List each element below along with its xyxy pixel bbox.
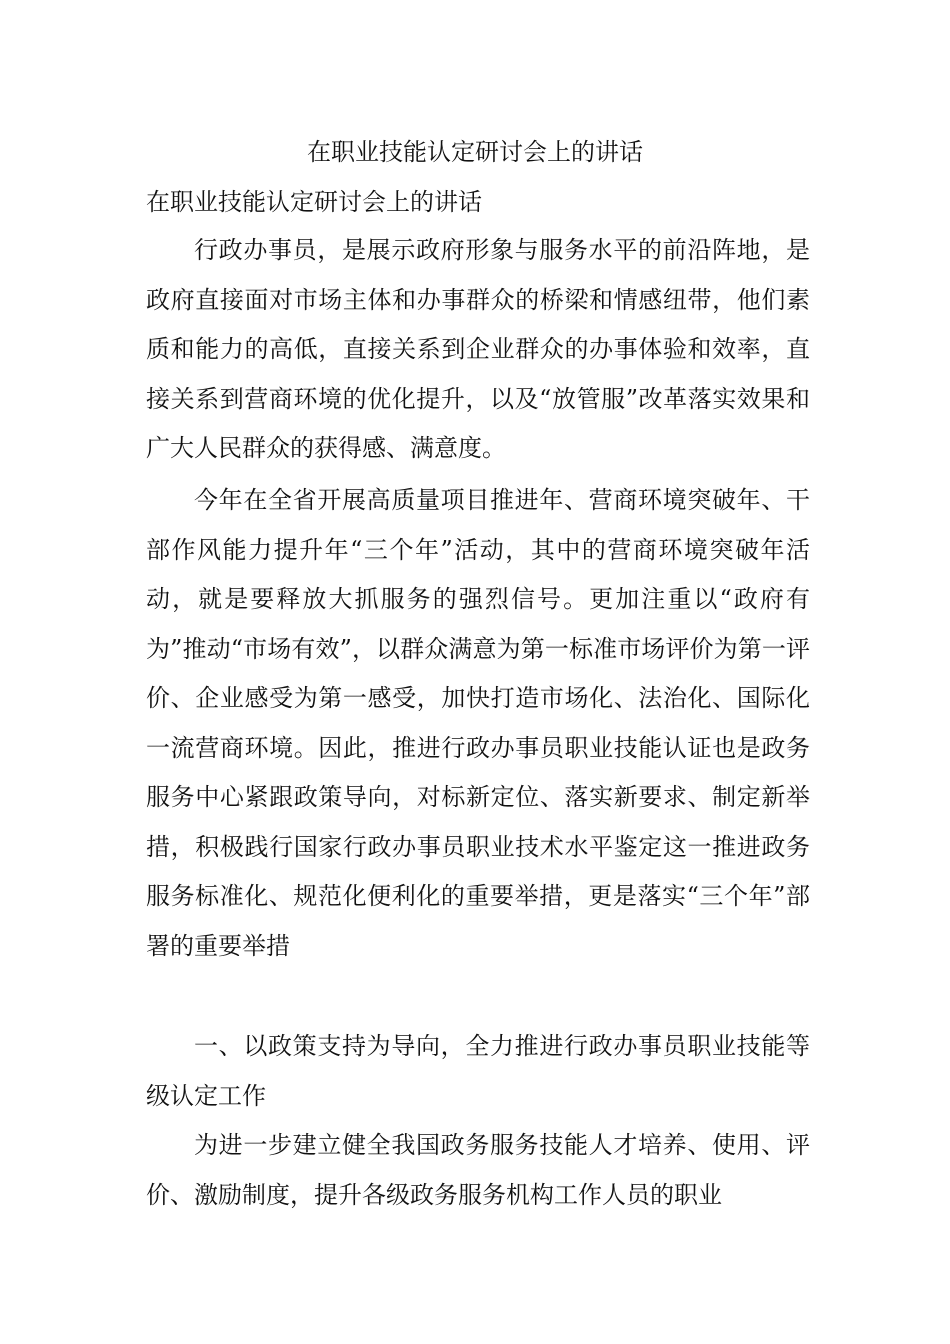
paragraph-policy-support: 为进一步建立健全我国政务服务技能人才培养、使用、评价、激励制度，提升各级政务服务机构工作人员的职业 [146,1131,810,1209]
paragraph-three-years: 今年在全省开展高质量项目推进年、营商环境突破年、干部作风能力提升年“三个年”活动，其中的营商环境突破年活动，就是要释放大抓服务的强烈信号。更加注重以“政府有为”推动“市场有效”，以群众满意为第一标准市场评价为第一评价、企业感受为第一感受，加快打造市场化、法治化、国际化一流营商环境。因此，推进行政办事员职业技能认证也是政务服务中心紧跟政策导向，对标新定位、落实新要求、制定新举措，积极践行国家行政办事员职业技术水平鉴定这一推进政务服务标准化、规范化便利化的重要举措，更是落实“三个年”部署的重要举措 [146,486,810,960]
section-heading-one: 一、以政策支持为导向，全力推进行政办事员职业技能等级认定工作 [146,1032,810,1110]
paragraph-intro: 行政办事员，是展示政府形象与服务水平的前沿阵地，是政府直接面对市场主体和办事群众的桥梁和情感纽带，他们素质和能力的高低，直接关系到企业群众的办事体验和效率，直接关系到营商环境的优化提升，以及“放管服”改革落实效果和广大人民群众的获得感、满意度。 [146,236,810,462]
document-title: 在职业技能认定研讨会上的讲话 [307,138,643,166]
document-subtitle: 在职业技能认定研讨会上的讲话 [146,188,482,216]
